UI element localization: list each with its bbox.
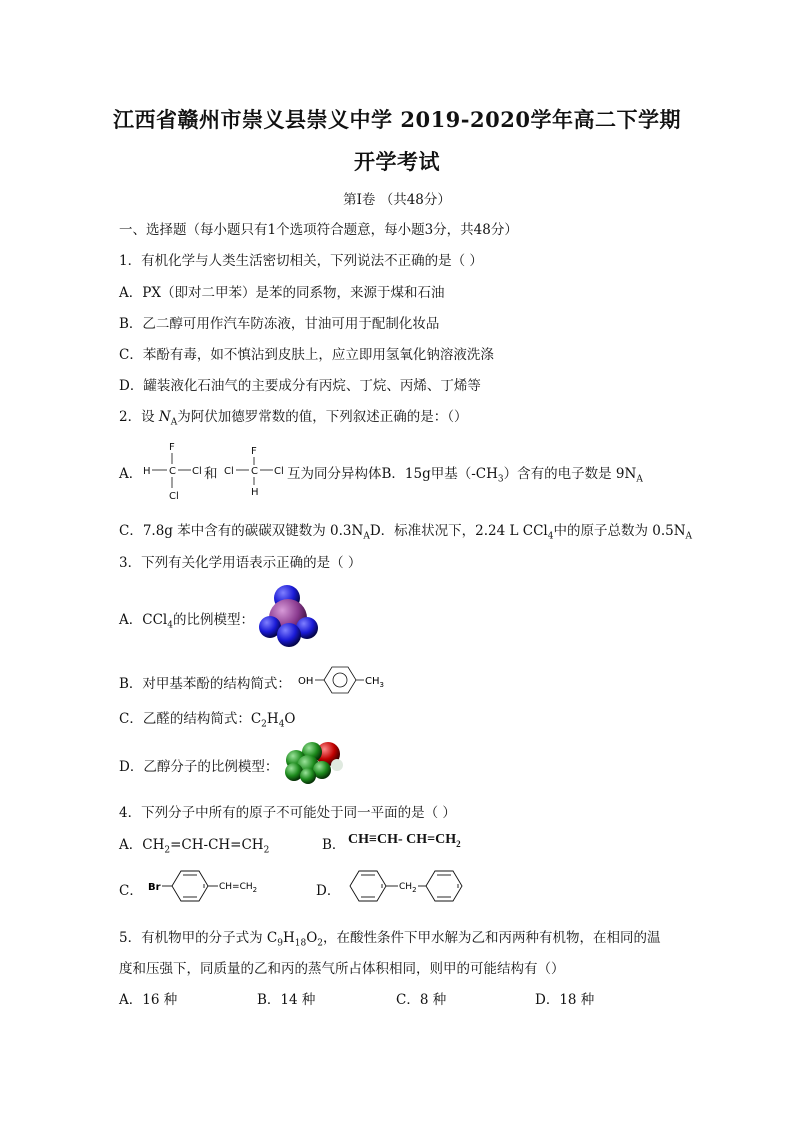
q2-molecule-2: [224, 446, 284, 498]
mol1-right-atom: Cl: [192, 466, 202, 477]
q1-stem: 1．有机化学与人类生活密切相关，下列说法不正确的是（ ）: [119, 253, 483, 269]
methylene-label: $CH_2$: [399, 882, 417, 894]
cresol-ch3-label: $CH_3$: [365, 676, 384, 689]
ccl4-space-filling-model: [256, 581, 322, 649]
q4-option-b-label: B．: [322, 837, 346, 853]
ethanol-space-filling-model: [282, 738, 348, 784]
mol2-center-atom: C: [251, 466, 258, 477]
q4-stem: 4．下列分子中所有的原子不可能处于同一平面的是（ ）: [119, 805, 456, 821]
vinyl-group-label: $CH=CH_2$: [219, 882, 258, 894]
mol2-bottom-atom: H: [251, 487, 259, 498]
mol2-right-atom: Cl: [274, 466, 284, 477]
q5-option-a: A．16 种: [119, 992, 178, 1008]
page-title-line1: 江西省赣州市崇义县崇义中学 2019-2020学年高二下学期: [113, 107, 681, 132]
bromo-label: Br: [148, 882, 161, 893]
diphenylmethane-structure: [346, 864, 470, 908]
q5-option-d: D．18 种: [535, 992, 595, 1008]
q2-stem: 2．设 $N_A$为阿伏加德罗常数的值，下列叙述正确的是：（）: [119, 409, 468, 428]
q4-option-c-label: C．: [119, 883, 143, 899]
q2-option-a-text: 互为同分异构体B．15g甲基$(-CH_3)$含有的电子数是 $9N_A$: [287, 466, 643, 485]
q5-stem-line1: 5．有机物甲的分子式为 $C_9H_{18}O_2$，在酸性条件下甲水解为乙和丙两种有机物，在相同的温: [119, 930, 661, 949]
q4-option-b-formula: CH≡CH- $CH=CH_2$: [348, 832, 461, 849]
section-heading: 一、选择题（每小题只有1个选项符合题意，每小题3分，共48分）: [119, 222, 518, 238]
cresol-oh-label: OH: [298, 676, 314, 687]
q1-option-d: D．罐装液化石油气的主要成分有丙烷、丁烷、丙烯、丁烯等: [119, 378, 481, 394]
q4-option-d-label: D．: [316, 883, 341, 899]
mol1-center-atom: C: [169, 466, 176, 477]
volume-label: 第Ⅰ卷 （共48分）: [343, 192, 451, 208]
q5-option-c: C．8 种: [396, 992, 447, 1008]
mol1-top-atom: F: [169, 442, 175, 453]
mol1-left-atom: H: [143, 466, 151, 477]
q4-option-a: A．$CH_2=CH-CH=CH_2$: [119, 837, 270, 856]
q3-option-b-label: B．对甲基苯酚的结构简式：: [119, 676, 291, 692]
q5-option-b: B．14 种: [257, 992, 316, 1008]
q5-stem-line2: 度和压强下，同质量的乙和丙的蒸气所占体积相同，则甲的可能结构有（）: [119, 961, 565, 977]
page-title-line2: 开学考试: [354, 149, 440, 174]
q1-option-c: C．苯酚有毒，如不慎沾到皮肤上，应立即用氢氧化钠溶液洗涤: [119, 347, 494, 363]
mol2-top-atom: F: [251, 446, 257, 457]
q2-and-word: 和: [204, 466, 218, 482]
mol1-bottom-atom: Cl: [169, 491, 179, 502]
q2-option-a-label: A．: [119, 466, 143, 482]
q3-option-c: C．乙醛的结构简式：$C_2H_4O$: [119, 711, 296, 730]
q2-option-cd: C．7.8g 苯中含有的碳碳双键数为 $0.3N_AD$．标准状况下，2.24 L CCl$_4$中的原子总数为 $0.5N_A$: [119, 523, 693, 542]
q3-stem: 3．下列有关化学用语表示正确的是（ ）: [119, 555, 362, 571]
q3-option-a: A．CCl$_4$的比例模型：: [119, 612, 254, 631]
mol2-left-atom: Cl: [224, 466, 234, 477]
p-cresol-structure: [296, 662, 396, 698]
q1-option-a: A．PX（即对二甲苯）是苯的同系物，来源于煤和石油: [119, 285, 445, 301]
q3-option-d: D．乙醇分子的比例模型：: [119, 759, 279, 775]
q1-option-b: B．乙二醇可用作汽车防冻液，甘油可用于配制化妆品: [119, 316, 440, 332]
q2-molecule-1: [143, 442, 202, 502]
bromostyrene-structure: [146, 864, 276, 908]
